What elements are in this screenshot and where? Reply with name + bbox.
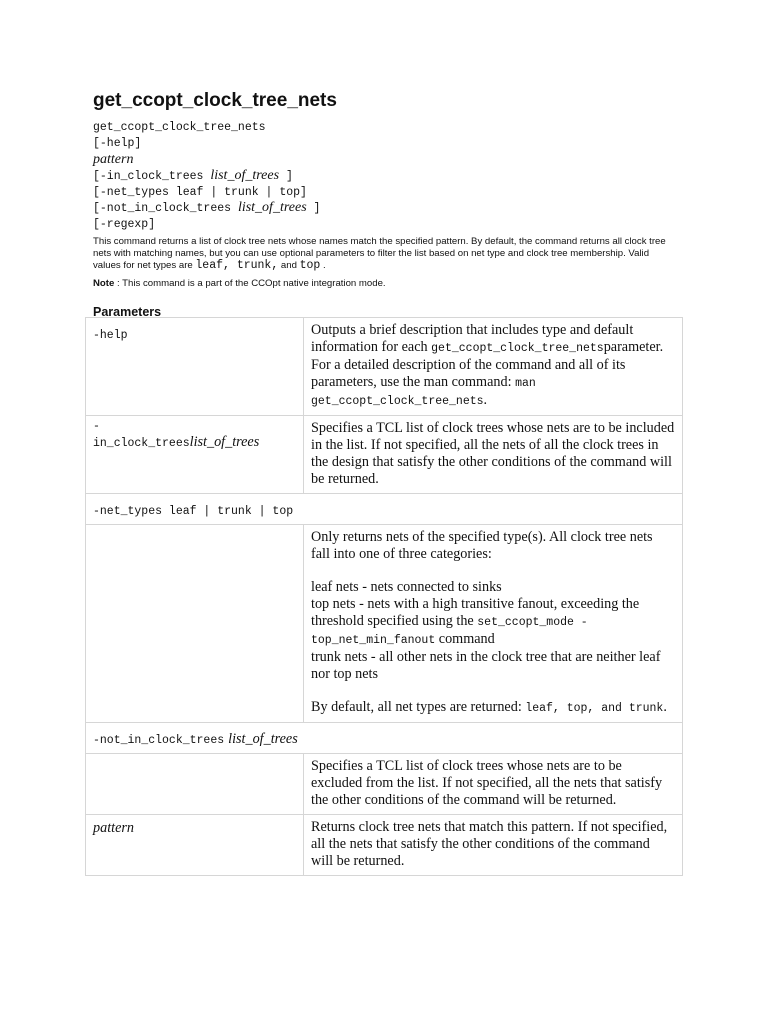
synopsis-net-types: [-net_types leaf | trunk | top] xyxy=(93,185,307,199)
synopsis-not-in-clock-trees xyxy=(93,200,693,217)
document-page xyxy=(93,88,693,320)
page-title: get_ccopt_clock_tree_nets xyxy=(93,90,337,111)
param-net-types-trunk: trunk nets - all other nets in the clock tree that are neither leaf nor top nets xyxy=(311,649,661,682)
table-row xyxy=(86,525,683,723)
synopsis-not-flag: [-not_in_clock_trees xyxy=(93,202,232,215)
param-desc-cell xyxy=(304,416,683,494)
param-in-arg: list_of_trees xyxy=(189,434,260,450)
description-top: top xyxy=(299,259,321,272)
table-row xyxy=(86,723,683,754)
description-end: . xyxy=(322,260,326,271)
param-help-code-2: man get_ccopt_clock_tree_nets xyxy=(311,377,536,408)
param-not-arg: list_of_trees xyxy=(228,731,298,747)
param-help-desc-1: Outputs a brief description that includes type and default information for each xyxy=(311,322,634,355)
param-desc-cell xyxy=(304,815,683,876)
param-name-cell xyxy=(86,416,304,494)
note-text: : This command is a part of the CCOpt native integration mode. xyxy=(117,278,386,289)
synopsis-in-clock-trees xyxy=(93,168,693,185)
param-help-end: . xyxy=(483,392,488,408)
param-name-cell xyxy=(86,318,304,416)
param-net-types-default-text: By default, all net types are returned: xyxy=(311,699,522,715)
synopsis-command: get_ccopt_clock_tree_nets xyxy=(93,121,266,134)
param-pattern-desc: Returns clock tree nets that match this pattern. If not specified, all the nets that satisfy the other conditions of the command will be returned. xyxy=(311,819,668,869)
param-net-types-desc: Only returns nets of the specified type(s). All clock tree nets fall into one of three categories: xyxy=(311,529,653,562)
table-row xyxy=(86,416,683,494)
table-row xyxy=(86,494,683,525)
param-name-cell-empty xyxy=(86,525,304,723)
table-row xyxy=(86,815,683,876)
param-net-types-list xyxy=(311,579,675,683)
description-and: and xyxy=(280,260,297,271)
param-name-cell xyxy=(86,723,683,754)
param-net-types-top-2: command xyxy=(438,631,495,647)
param-net-types-default-end: . xyxy=(663,699,667,715)
description-paragraph xyxy=(93,236,673,272)
param-pattern-name: pattern xyxy=(93,820,134,836)
table-row xyxy=(86,318,683,416)
param-name-cell xyxy=(86,494,683,525)
param-in-dash: - xyxy=(93,420,100,433)
synopsis-in-flag: [-in_clock_trees xyxy=(93,170,204,183)
synopsis-in-arg: list_of_trees xyxy=(210,168,280,183)
param-net-types-name: -net_types leaf | trunk | top xyxy=(93,505,294,518)
note-label: Note xyxy=(93,278,115,289)
synopsis-not-close: ] xyxy=(313,202,321,215)
param-not-desc: Specifies a TCL list of clock trees whose nets are to be excluded from the list. If not specified, all the nets that satisfy the other conditions of the command will be returned. xyxy=(311,758,663,808)
parameters-heading: Parameters xyxy=(93,305,162,319)
param-desc-cell xyxy=(304,754,683,815)
note-paragraph xyxy=(93,278,693,290)
param-net-types-default xyxy=(311,699,675,717)
param-help-desc-2: parameter. For a detailed description of the command and all of its parameters, use the man command: xyxy=(311,339,664,390)
synopsis-pattern: pattern xyxy=(93,152,134,167)
synopsis-not-arg: list_of_trees xyxy=(237,200,307,215)
synopsis-regexp: [-regexp] xyxy=(93,217,156,231)
param-desc-cell xyxy=(304,318,683,416)
param-net-types-default-code: leaf, top, and trunk xyxy=(525,702,664,715)
param-net-types-top-code: set_ccopt_mode -top_net_min_fanout xyxy=(311,616,588,647)
parameters-table xyxy=(85,317,683,876)
param-in-desc: Specifies a TCL list of clock trees whose nets are to be included in the list. If not specified, all the nets of all the clock trees in the design that satisfy the other conditions of the command will be returned. xyxy=(311,420,675,487)
param-name-cell xyxy=(86,815,304,876)
param-help-name: -help xyxy=(93,329,128,342)
param-name-cell-empty xyxy=(86,754,304,815)
table-row xyxy=(86,754,683,815)
param-net-types-top-1: top nets - nets with a high transitive fanout, exceeding the threshold specified using the xyxy=(311,596,640,629)
synopsis-help: [-help] xyxy=(93,136,142,150)
param-in-name: in_clock_trees xyxy=(93,437,190,450)
description-values: leaf, trunk, xyxy=(195,259,279,272)
synopsis-in-close: ] xyxy=(285,170,293,183)
param-help-code-1: get_ccopt_clock_tree_nets xyxy=(431,342,604,355)
description-text: This command returns a list of clock tree nets whose names match the specified pattern. By default, the command returns all clock tree nets with matching names, but you can use optional parameters to filter the list based on net type and clock tree membership. Valid values for net types are xyxy=(93,236,666,271)
param-net-types-leaf: leaf nets - nets connected to sinks xyxy=(311,579,502,595)
param-desc-cell xyxy=(304,525,683,723)
param-not-name: -not_in_clock_trees xyxy=(93,734,225,747)
